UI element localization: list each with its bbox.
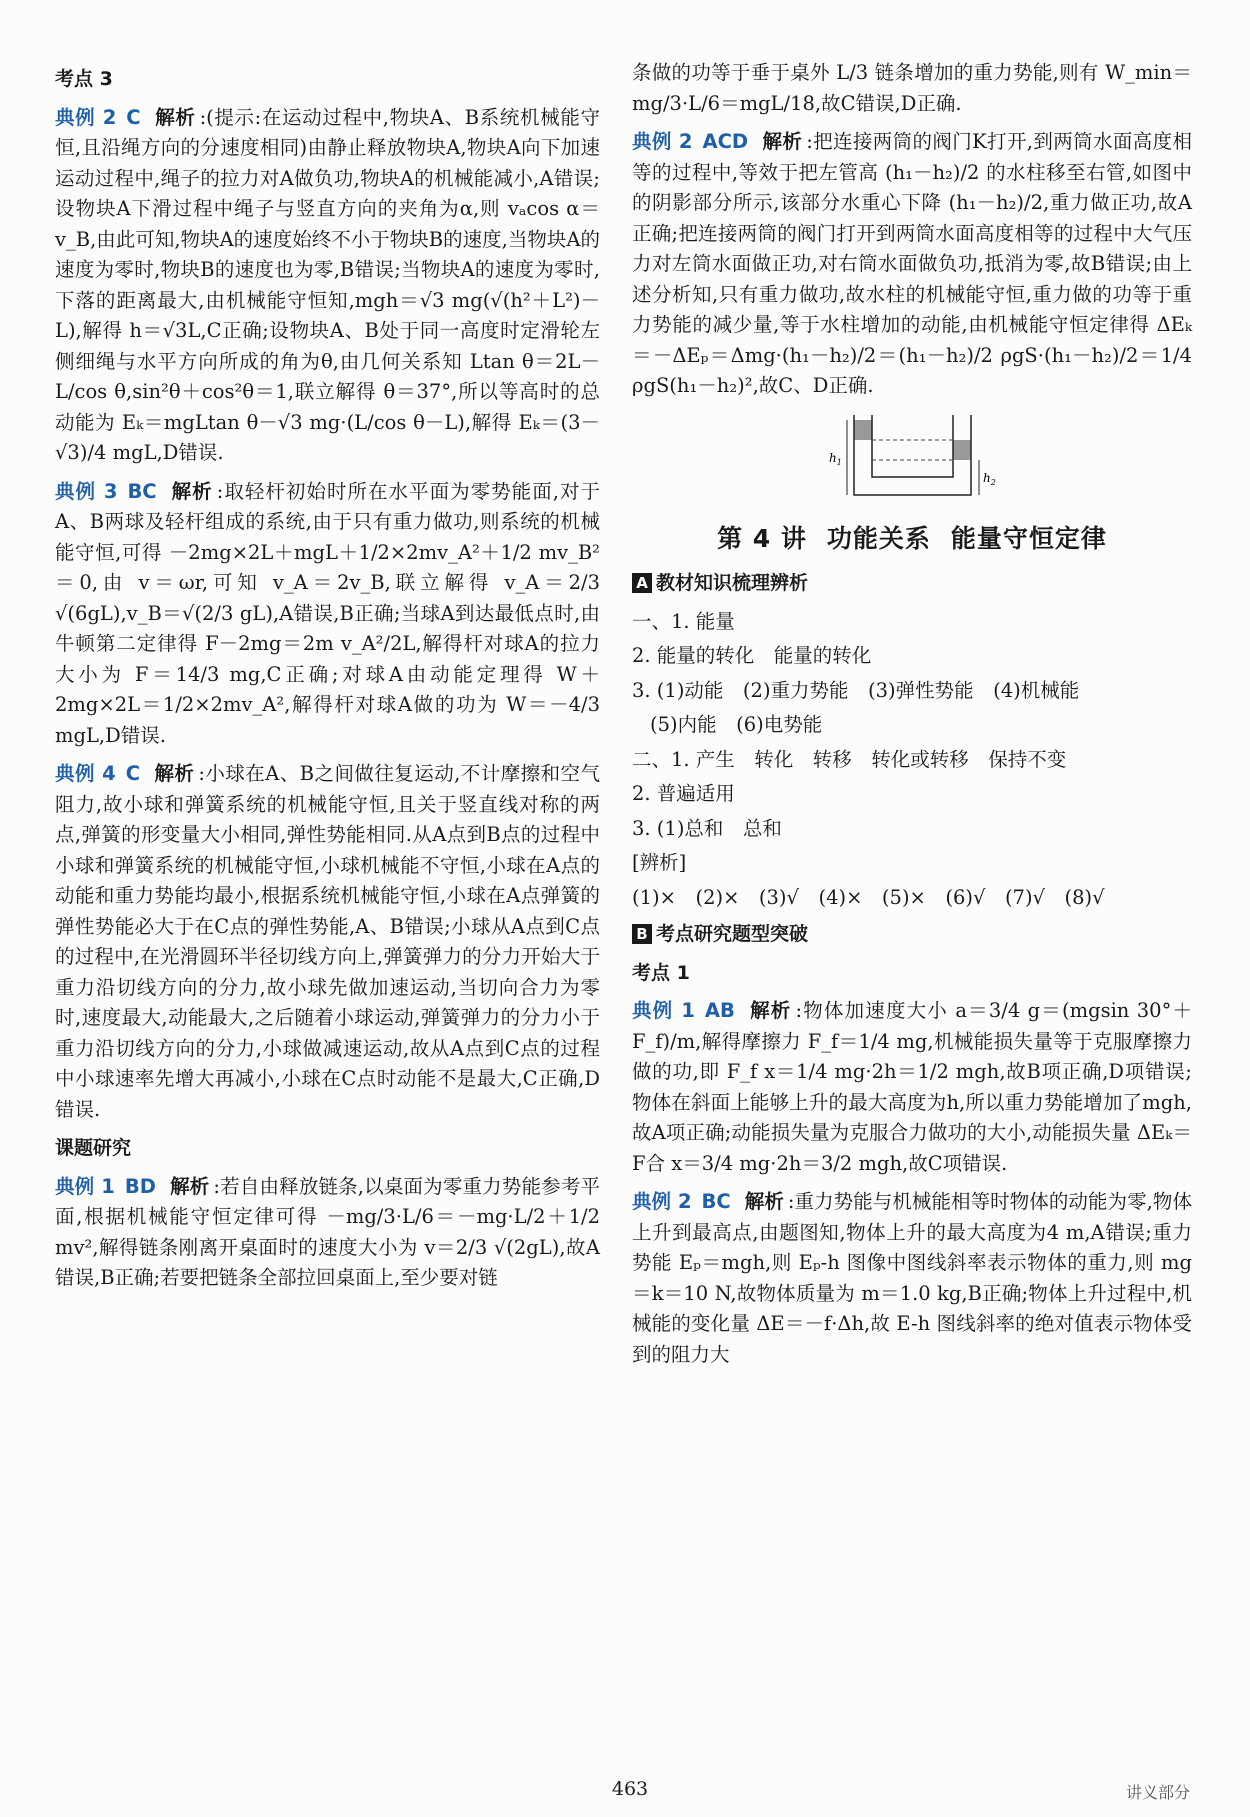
section-heading-kaodian3: 考点 3 — [55, 68, 113, 90]
left-column — [55, 58, 600, 1302]
section-b-title: 考点研究题型突破 — [656, 923, 809, 945]
section-a-heading — [632, 568, 1192, 599]
answer: BD — [124, 1174, 156, 1198]
topic-example-1-explanation — [55, 1172, 600, 1294]
explanation-text: :重力势能与机械能相等时物体的动能为零,物体上升到最高点,由题图知,物体上升的最大高度为4 m,A错误;重力势能 Eₚ＝mgh,则 Eₚ-h 图像中图线斜率表示物体的重力,则 mg＝k＝10 N,故物体质量为 m＝1.0 kg,B正确;物体上升过程中,机械能的变化量 ΔE＝－f·Δh,故 E-h 图线斜率的绝对值表示物体受到的阻力大 — [632, 1190, 1192, 1366]
u-tube-diagram — [817, 410, 1007, 510]
page-number: 463 — [611, 1778, 649, 1800]
knowledge-line-6: 2. 普遍适用 — [632, 782, 735, 805]
answer: BC — [701, 1190, 731, 1213]
chapter-title — [632, 524, 1192, 555]
explanation-text: :把连接两筒的阀门K打开,到两筒水面高度相等的过程中,等效于把左管高 (h₁－h₂)/2 的水柱移至右管,如图中的阴影部分所示,该部分水重心下降 (h₁－h₂)/2,重力做正功,故A正确;把连接两筒的阀门打开到两筒水面高度相等的过程中大气压力对左筒水面做正功,对右筒水面做负功,抵消为零,故B错误;由上述分析知,只有重力做功,故水柱的机械能守恒,重力做的功等于重力势能的减少量,等于水柱增加的动能,由机械能守恒定律得 ΔEₖ＝－ΔEₚ＝Δmg·(h₁－h₂)/2＝(h₁－h₂)/2 ρgS·(h₁－h₂)/2＝1/4 ρgS(h₁－h₂)²,故C、D正确. — [632, 130, 1192, 397]
right-column — [632, 58, 1192, 1378]
explanation-text: :(提示:在运动过程中,物块A、B系统机械能守恒,且沿绳方向的分速度相同)由静止释放物块A,物块A向下加速运动过程中,绳子的拉力对A做负功,物块A的机械能减小,A错误;设物块A下滑过程中绳子与竖直方向的夹角为α,则 vₐcos α＝v_B,由此可知,物块A的速度始终不小于物块B的速度,当物块A的速度为零时,物块B的速度也为零,B错误;当物块A的速度为零时,下落的距离最大,由机械能守恒知,mgh＝√3 mg(√(h²＋L²)－L),解得 h＝√3L,C正确;设物块A、B处于同一高度时定滑轮左侧细绳与水平方向所成的角为θ,由几何关系知 Ltan θ＝2L－L/cos θ,sin²θ＋cos²θ＝1,联立解得 θ＝37°,所以等高时的总动能为 Eₖ＝mgLtan θ－√3 mg·(L/cos θ－L),解得 Eₖ＝(3－√3)/4 mgL,D错误. — [55, 105, 600, 464]
example-2-explanation — [55, 103, 600, 469]
example-3-explanation — [55, 477, 600, 752]
example-label: 典例 2 — [632, 1190, 692, 1213]
knowledge-line-5: 二、1. 产生 转化 转移 转化或转移 保持不变 — [632, 747, 1067, 771]
chapter-title-2: 能量守恒定律 — [950, 523, 1107, 553]
section-a-badge: A — [632, 573, 652, 593]
u-tube-inner — [872, 415, 953, 477]
section-heading-kaodian1: 考点 1 — [632, 961, 690, 984]
h2-label: $h_2$ — [983, 470, 996, 487]
explanation-text: :若自由释放链条,以桌面为零重力势能参考平面,根据机械能守恒定律可得 －mg/3·L/6＝－mg·L/2＋1/2 mv²,解得链条刚离开桌面时的速度大小为 v＝2/3 √(2gL),故A错误,B正确;若要把链条全部拉回桌面上,至少要对链 — [55, 1174, 600, 1289]
h1-label: $h_1$ — [829, 450, 842, 467]
section-b-badge: B — [632, 924, 652, 944]
example-4-explanation — [55, 759, 600, 1125]
kaodian1-example-1-explanation — [632, 996, 1192, 1179]
answer: AB — [704, 999, 735, 1022]
knowledge-line-2: 2. 能量的转化 能量的转化 — [632, 644, 872, 667]
example-label: 典例 2 — [632, 130, 693, 153]
explanation-keyword: 解析 — [744, 1190, 784, 1213]
explanation-keyword: 解析 — [762, 130, 803, 153]
bianxi-heading: [辨析] — [632, 851, 687, 874]
chapter-title-1: 功能关系 — [826, 523, 931, 553]
continued-text: 条做的功等于垂于桌外 L/3 链条增加的重力势能,则有 W_min＝mg/3·L/6＝mgL/18,故C错误,D正确. — [632, 61, 1192, 115]
knowledge-line-1: 一、1. 能量 — [632, 609, 735, 633]
answer: C — [126, 105, 141, 129]
explanation-keyword: 解析 — [170, 479, 213, 503]
example-label: 典例 2 — [55, 105, 117, 129]
bianxi-answers: (1)× (2)× (3)√ (4)× (5)× (6)√ (7)√ (8)√ — [632, 885, 1105, 909]
answer: ACD — [702, 130, 749, 153]
explanation-keyword: 解析 — [748, 999, 792, 1022]
kaodian1-example-2-explanation — [632, 1187, 1192, 1370]
example-label: 典例 1 — [55, 1174, 115, 1198]
chapter-number: 第 4 讲 — [717, 523, 807, 553]
footer-section-label: 讲义部分 — [1125, 1783, 1190, 1802]
section-b-heading — [632, 919, 1192, 950]
left-water-shade — [854, 420, 872, 440]
explanation-text: :小球在A、B之间做往复运动,不计摩擦和空气阻力,故小球和弹簧系统的机械能守恒,且关于竖直线对称的两点,弹簧的形变量大小相同,弹性势能相同.从A点到B点的过程中小球和弹簧系统的机械能守恒,小球机械能不守恒,小球在A点的动能和重力势能均最小,根据系统机械能守恒,小球在A点弹簧的弹性势能必大于在C点的弹性势能,A、B错误;小球从A点到C点的过程中,在光滑圆环半径切线方向上,弹簧弹力的分力开始大于重力沿切线方向的分力,故小球先做加速运动,当切向合力为零时,速度最大,动能最大,之后随着小球运动,弹簧弹力的分力小于重力沿切线方向的分力,小球做减速运动,故从A点到C点的过程中小球速率先增大再减小,小球在C点时动能不是最大,C正确,D错误. — [55, 762, 601, 1121]
explanation-keyword: 解析 — [154, 762, 195, 785]
knowledge-line-7: 3. (1)总和 总和 — [632, 816, 782, 840]
explanation-text: :取轻杆初始时所在水平面为零势能面,对于A、B两球及轻杆组成的系统,由于只有重力做功,则系统的机械能守恒,可得 －2mg×2L＋mgL＋1/2×2mv_A²＋1/2 mv_B²＝0,由 v＝ωr,可知 v_A＝2v_B,联立解得 v_A＝2/3 √(6gL),v_B＝√(2/3 gL),A错误,B正确;当球A到达最低点时,由牛顿第二定律得 F－2mg＝2m v_A²/2L,解得杆对球A的拉力大小为 F＝14/3 mg,C正确;对球A由动能定理得 W＋2mg×2L＝1/2×2mv_A²,解得杆对球A做的功为 W＝－4/3 mgL,D错误. — [55, 479, 600, 747]
example-label: 典例 4 — [55, 762, 116, 785]
knowledge-line-3: 3. (1)动能 (2)重力势能 (3)弹性势能 (4)机械能 — [632, 678, 1080, 702]
answer: C — [125, 762, 141, 785]
example-label: 典例 1 — [632, 999, 695, 1022]
answer: BC — [127, 479, 157, 503]
example-2-explanation-right — [632, 127, 1192, 402]
explanation-keyword: 解析 — [154, 105, 196, 129]
section-a-title: 教材知识梳理辨析 — [656, 572, 809, 594]
knowledge-line-4: (5)内能 (6)电势能 — [650, 713, 823, 736]
example-label: 典例 3 — [55, 479, 118, 503]
right-water-shade — [953, 440, 971, 460]
u-tube-figure — [632, 410, 1192, 510]
section-heading-ketiyanjiu: 课题研究 — [55, 1137, 132, 1159]
explanation-text: :物体加速度大小 a＝3/4 g＝(mgsin 30°＋F_f)/m,解得摩擦力 F_f＝1/4 mg,机械能损失量等于克服摩擦力做的功,即 F_f x＝1/4 mg·2h＝1/2 mgh,故B项正确,D项错误;物体在斜面上能够上升的最大高度为h,所以重力势能增加了mgh,故A项正确;动能损失量为克服合力做功的大小,动能损失量 ΔEₖ＝F合 x＝3/4 mg·2h＝3/2 mgh,故C项错误. — [632, 999, 1192, 1175]
explanation-keyword: 解析 — [169, 1174, 210, 1198]
